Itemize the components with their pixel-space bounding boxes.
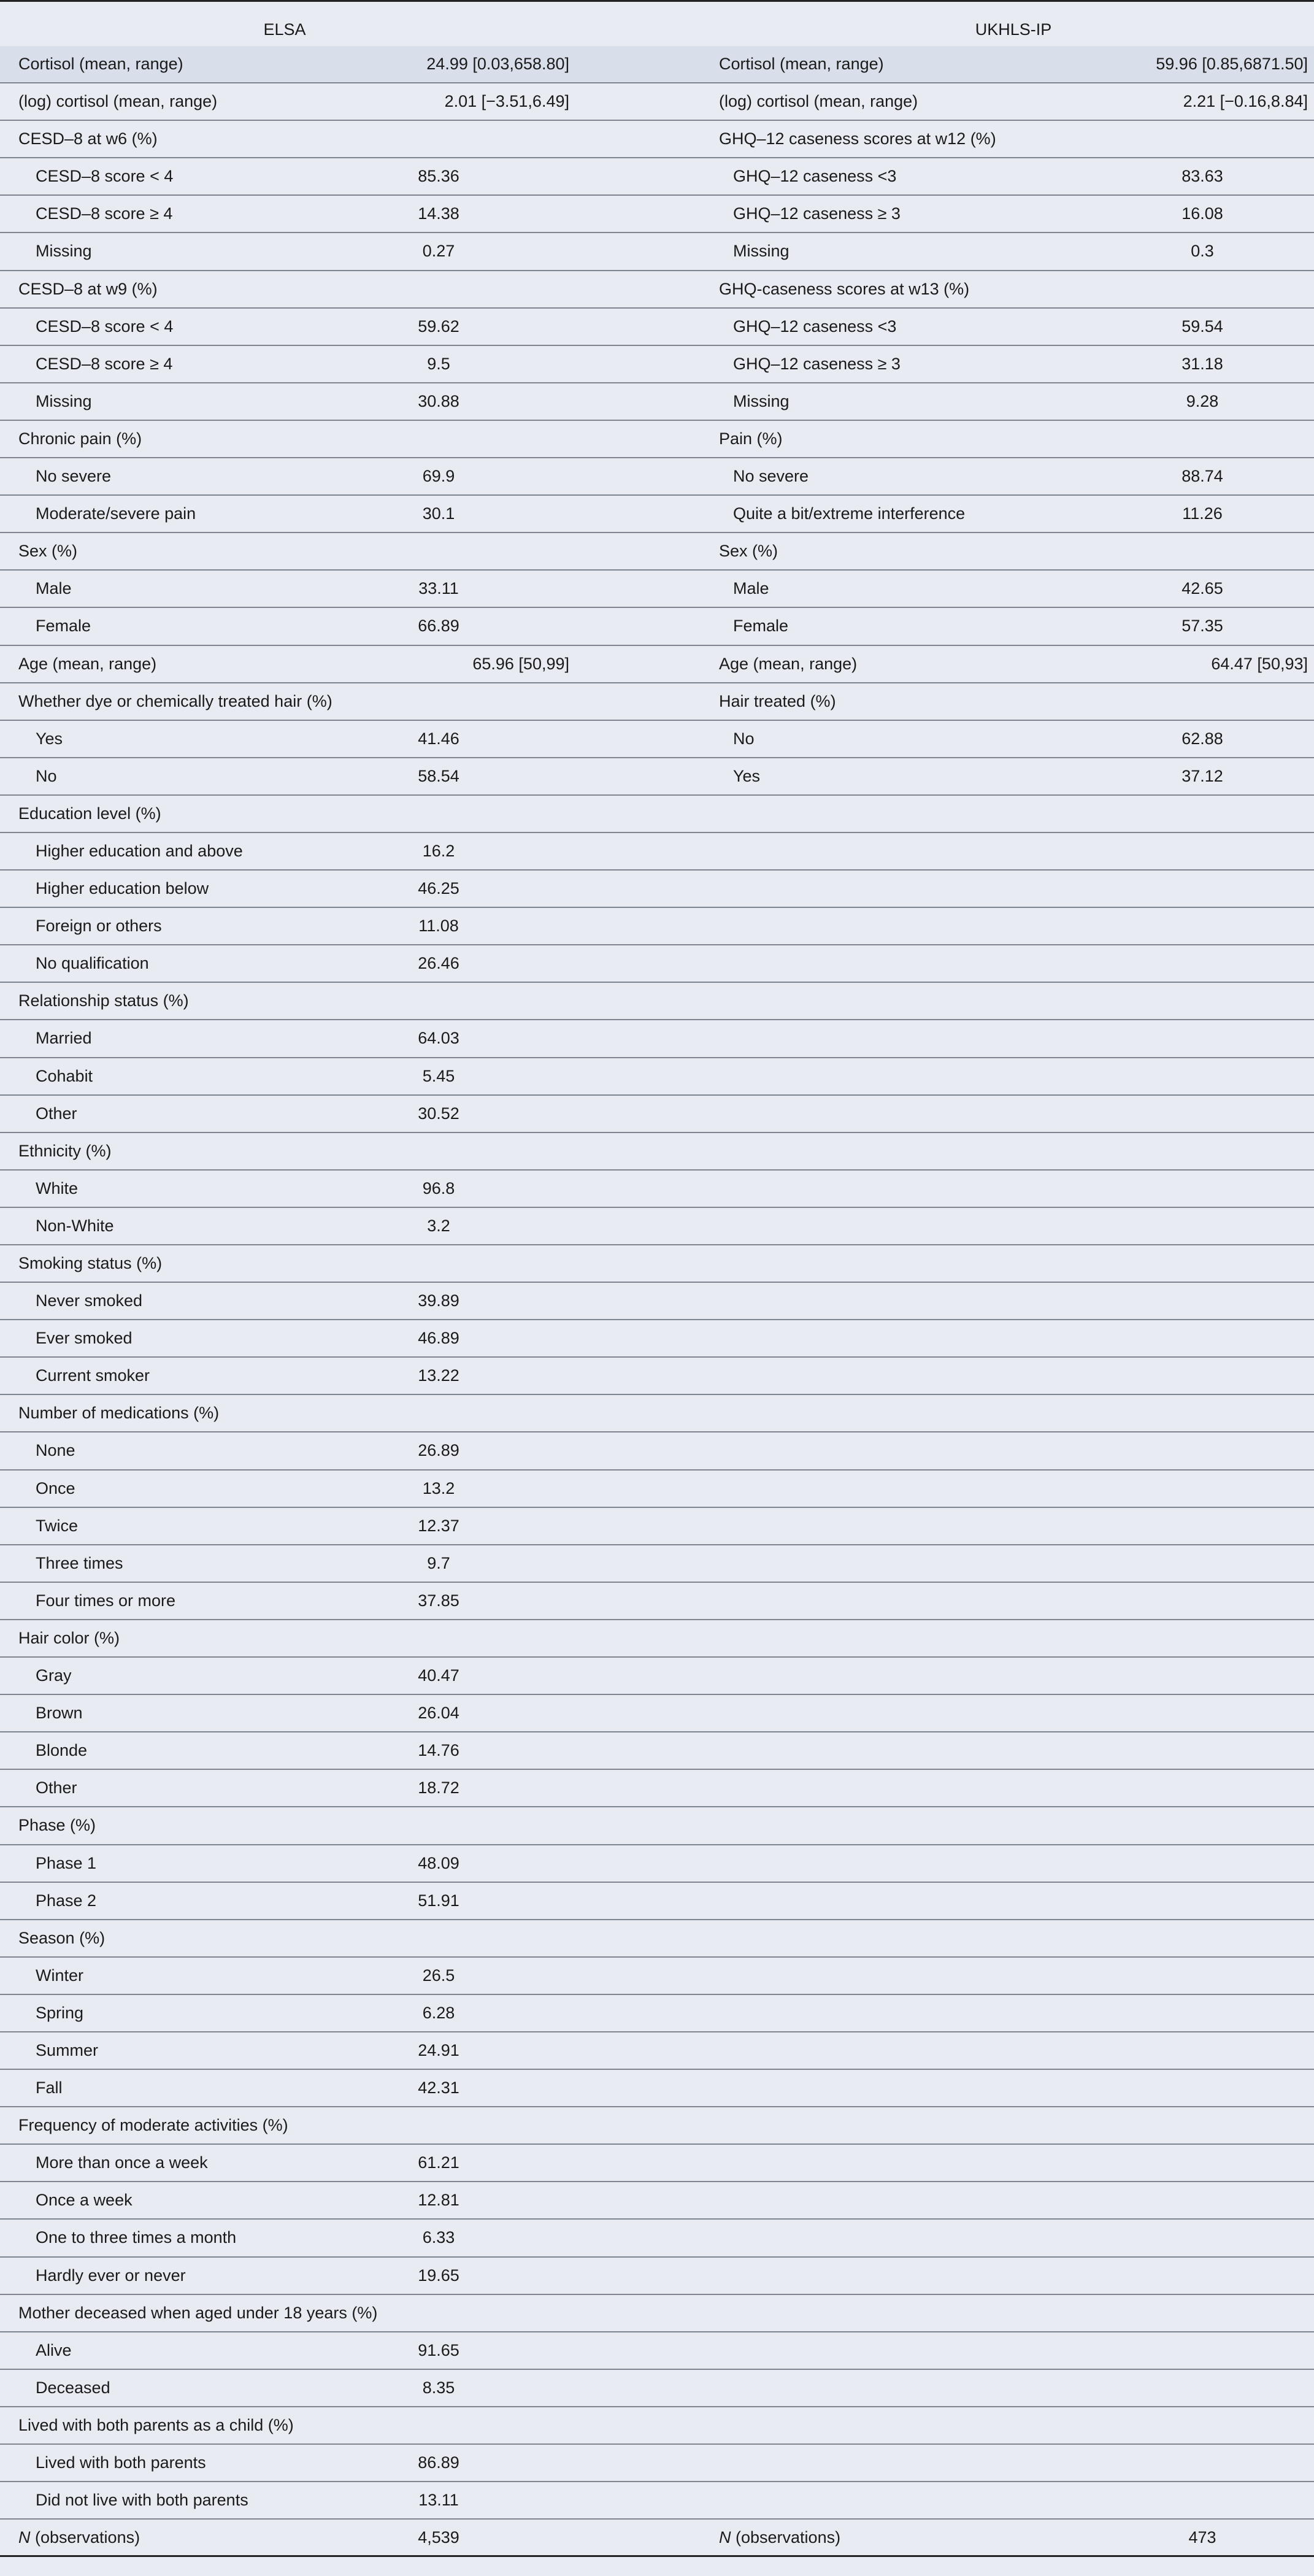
right-label: GHQ-caseness scores at w13 (%) [719, 279, 970, 298]
table-row [0, 1283, 1314, 1320]
table-row [0, 346, 1314, 383]
left-value: 26.46 [418, 954, 459, 973]
left-value: 96.8 [422, 1178, 455, 1198]
right-label: GHQ–12 caseness ≥ 3 [733, 204, 901, 223]
left-value: 16.2 [422, 841, 455, 860]
left-value: 30.1 [422, 504, 455, 523]
table-row [0, 571, 1314, 608]
left-label: Lived with both parents as a child (%) [18, 2415, 294, 2434]
left-value: 0.27 [422, 242, 455, 261]
left-label: More than once a week [36, 2153, 208, 2172]
left-value: 39.89 [418, 1291, 459, 1310]
right-value: 88.74 [1181, 467, 1223, 486]
right-value: 64.47 [50,93] [1211, 654, 1308, 673]
right-n-label: N (observations) [719, 2528, 841, 2547]
left-value: 14.76 [418, 1741, 459, 1760]
left-label: No qualification [36, 954, 149, 973]
table-row [0, 2107, 1314, 2145]
left-label: Cohabit [36, 1066, 93, 1085]
right-label: Age (mean, range) [719, 654, 858, 673]
left-value: 8.35 [422, 2378, 455, 2397]
table-row [0, 796, 1314, 833]
right-value: 0.3 [1191, 242, 1214, 261]
table-row [0, 1171, 1314, 1208]
table-row [0, 1320, 1314, 1358]
left-value: 58.54 [418, 766, 459, 785]
left-label: None [36, 1441, 75, 1460]
right-value: 31.18 [1181, 354, 1223, 373]
left-value: 13.2 [422, 1478, 455, 1498]
left-value: 42.31 [418, 2078, 459, 2097]
left-value: 65.96 [50,99] [472, 654, 569, 673]
column-header-elsa: ELSA [0, 2, 569, 47]
right-value: 83.63 [1181, 167, 1223, 186]
left-label: Spring [36, 2003, 84, 2022]
table-row [0, 2407, 1314, 2445]
left-value: 9.5 [427, 354, 450, 373]
table-row [0, 1471, 1314, 1508]
right-value: 2.21 [−0.16,8.84] [1183, 92, 1308, 111]
left-label: Moderate/severe pain [36, 504, 196, 523]
left-value: 48.09 [418, 1853, 459, 1872]
right-value: 11.26 [1182, 504, 1223, 523]
observations-row [0, 2520, 1314, 2557]
left-n-value: 4,539 [418, 2528, 459, 2547]
left-label: Yes [36, 729, 63, 748]
left-value: 61.21 [418, 2153, 459, 2172]
table-row [0, 2145, 1314, 2182]
table-row [0, 1958, 1314, 1995]
left-value: 3.2 [427, 1216, 450, 1235]
left-label: Summer [36, 2040, 99, 2059]
left-label: Male [36, 579, 72, 598]
right-label: (log) cortisol (mean, range) [719, 92, 918, 111]
left-label: Never smoked [36, 1291, 143, 1310]
left-label: Alive [36, 2340, 72, 2359]
left-label: Phase 1 [36, 1853, 97, 1872]
left-label: Mother deceased when aged under 18 years (%) [18, 2303, 378, 2322]
right-label: GHQ–12 caseness ≥ 3 [733, 354, 901, 373]
left-label: Sex (%) [18, 542, 78, 561]
left-value: 26.04 [418, 1704, 459, 1723]
left-label: Gray [36, 1666, 72, 1685]
left-n-label: N (observations) [18, 2528, 140, 2547]
table-row [0, 83, 1314, 121]
table-row [0, 2032, 1314, 2070]
right-label: Hair treated (%) [719, 691, 836, 710]
table-row [0, 1358, 1314, 1395]
right-value: 59.54 [1181, 317, 1223, 336]
left-label: One to three times a month [36, 2228, 237, 2247]
left-label: Smoking status (%) [18, 1254, 163, 1272]
left-label: Other [36, 1104, 77, 1123]
left-value: 6.33 [422, 2228, 455, 2247]
left-value: 26.5 [422, 1966, 455, 1985]
table-row [0, 2258, 1314, 2295]
table-row [0, 1583, 1314, 1620]
table-row [0, 1995, 1314, 2032]
left-label: Missing [36, 242, 92, 261]
left-value: 30.52 [418, 1104, 459, 1123]
left-label: Fall [36, 2078, 63, 2097]
left-label: Hair color (%) [18, 1628, 120, 1647]
left-value: 12.81 [418, 2191, 459, 2210]
left-label: Education level (%) [18, 804, 161, 823]
left-label: Twice [36, 1516, 79, 1535]
table-row [0, 496, 1314, 533]
left-label: Relationship status (%) [18, 991, 189, 1010]
right-label: Sex (%) [719, 542, 778, 561]
table-row [0, 833, 1314, 871]
table-row [0, 2482, 1314, 2520]
left-label: Higher education below [36, 879, 209, 898]
left-value: 86.89 [418, 2453, 459, 2472]
left-value: 91.65 [418, 2340, 459, 2359]
left-value: 13.11 [418, 2491, 459, 2510]
table-row [0, 1920, 1314, 1958]
left-label: Foreign or others [36, 917, 162, 936]
left-label: Married [36, 1029, 92, 1048]
left-label: CESD–8 score ≥ 4 [36, 354, 173, 373]
table-row [0, 871, 1314, 908]
right-label: Cortisol (mean, range) [719, 55, 884, 73]
right-label: No severe [733, 467, 809, 486]
left-label: Phase 2 [36, 1891, 97, 1910]
right-label: Male [733, 579, 769, 598]
left-value: 40.47 [418, 1666, 459, 1685]
left-label: Cortisol (mean, range) [18, 55, 183, 73]
left-label: Phase (%) [18, 1816, 96, 1835]
right-label: GHQ–12 caseness scores at w12 (%) [719, 129, 996, 148]
left-value: 41.46 [418, 729, 459, 748]
table-row [0, 721, 1314, 758]
right-n-value: 473 [1188, 2528, 1216, 2547]
table-row [0, 309, 1314, 346]
left-label: White [36, 1178, 79, 1198]
table-row [0, 1432, 1314, 1470]
left-label: Brown [36, 1704, 83, 1723]
left-value: 14.38 [418, 204, 459, 223]
left-value: 64.03 [418, 1029, 459, 1048]
left-value: 11.08 [418, 917, 459, 936]
table-row [0, 533, 1314, 571]
left-label: Higher education and above [36, 841, 243, 860]
table-row [0, 1845, 1314, 1883]
table-row [0, 983, 1314, 1020]
left-value: 37.85 [418, 1591, 459, 1610]
table-row [0, 458, 1314, 496]
right-value: 59.96 [0.85,6871.50] [1156, 55, 1308, 73]
left-value: 66.89 [418, 617, 459, 636]
left-value: 13.22 [418, 1366, 459, 1385]
left-label: Three times [36, 1553, 123, 1572]
left-value: 12.37 [418, 1516, 459, 1535]
table-row [0, 2182, 1314, 2220]
left-label: Missing [36, 391, 92, 410]
left-label: Did not live with both parents [36, 2491, 248, 2510]
left-label: Blonde [36, 1741, 88, 1760]
left-value: 9.7 [427, 1553, 450, 1572]
left-label: No [36, 766, 57, 785]
table-row [0, 1658, 1314, 1695]
left-value: 24.99 [0.03,658.80] [426, 55, 569, 73]
left-label: Whether dye or chemically treated hair (%) [18, 691, 332, 710]
left-value: 26.89 [418, 1441, 459, 1460]
left-label: Once [36, 1478, 75, 1498]
right-value: 16.08 [1181, 204, 1223, 223]
table-row [0, 683, 1314, 721]
left-value: 30.88 [418, 391, 459, 410]
left-value: 46.89 [418, 1329, 459, 1348]
left-label: CESD–8 score < 4 [36, 167, 174, 186]
table-row [0, 158, 1314, 196]
table-row [0, 1695, 1314, 1732]
left-label: (log) cortisol (mean, range) [18, 92, 218, 111]
right-value: 37.12 [1181, 766, 1223, 785]
left-label: Lived with both parents [36, 2453, 206, 2472]
left-label: Chronic pain (%) [18, 429, 142, 448]
right-label: Yes [733, 766, 761, 785]
table-row [0, 383, 1314, 421]
table-row [0, 1133, 1314, 1171]
table-row [0, 1096, 1314, 1133]
right-value: 62.88 [1181, 729, 1223, 748]
right-label: Female [733, 617, 789, 636]
left-label: CESD–8 score ≥ 4 [36, 204, 173, 223]
right-value: 9.28 [1186, 391, 1219, 410]
left-value: 51.91 [418, 1891, 459, 1910]
table-row [0, 2070, 1314, 2107]
table-row [0, 233, 1314, 271]
left-label: No severe [36, 467, 112, 486]
column-header-ukhls: UKHLS-IP [713, 2, 1314, 47]
table-row [0, 1807, 1314, 1845]
table-row [0, 421, 1314, 458]
table-row [0, 121, 1314, 158]
right-label: Missing [733, 242, 790, 261]
table-row [0, 758, 1314, 796]
right-label: GHQ–12 caseness <3 [733, 317, 897, 336]
left-label: CESD–8 score < 4 [36, 317, 174, 336]
left-label: Deceased [36, 2378, 110, 2397]
table-row [0, 2332, 1314, 2370]
table-row [0, 1208, 1314, 1245]
left-label: Season (%) [18, 1928, 106, 1947]
left-label: Once a week [36, 2191, 133, 2210]
left-value: 69.9 [422, 467, 455, 486]
table-row [0, 2220, 1314, 2257]
table-row [0, 1508, 1314, 1545]
left-value: 6.28 [422, 2003, 455, 2022]
left-value: 2.01 [−3.51,6.49] [444, 92, 569, 111]
left-value: 18.72 [418, 1778, 459, 1797]
table-row [0, 1020, 1314, 1058]
left-label: Other [36, 1778, 77, 1797]
left-value: 85.36 [418, 167, 459, 186]
table-row [0, 2295, 1314, 2332]
left-value: 46.25 [418, 879, 459, 898]
table-row [0, 1732, 1314, 1770]
left-label: Non-White [36, 1216, 114, 1235]
left-label: Ever smoked [36, 1329, 133, 1348]
left-label: Ethnicity (%) [18, 1141, 112, 1160]
table-row [0, 1395, 1314, 1432]
table-row [0, 196, 1314, 233]
table-row [0, 46, 1314, 83]
table-row [0, 945, 1314, 983]
left-label: Hardly ever or never [36, 2266, 186, 2285]
table-row [0, 1245, 1314, 1283]
table-row [0, 608, 1314, 645]
left-label: Current smoker [36, 1366, 150, 1385]
right-label: Quite a bit/extreme interference [733, 504, 966, 523]
table-row [0, 908, 1314, 945]
right-label: Pain (%) [719, 429, 783, 448]
table-row [0, 1058, 1314, 1096]
left-value: 19.65 [418, 2266, 459, 2285]
right-value: 42.65 [1181, 579, 1223, 598]
left-label: CESD–8 at w9 (%) [18, 279, 158, 298]
right-label: No [733, 729, 755, 748]
right-label: Missing [733, 391, 790, 410]
left-value: 5.45 [422, 1066, 455, 1085]
left-label: Winter [36, 1966, 84, 1985]
left-label: CESD–8 at w6 (%) [18, 129, 158, 148]
left-label: Four times or more [36, 1591, 176, 1610]
table-row [0, 1883, 1314, 1920]
table-row [0, 646, 1314, 683]
table-row [0, 1620, 1314, 1658]
table-body [0, 46, 1314, 2520]
table-header [0, 2, 1314, 46]
left-label: Age (mean, range) [18, 654, 157, 673]
left-label: Frequency of moderate activities (%) [18, 2116, 288, 2135]
left-value: 33.11 [418, 579, 459, 598]
table-row [0, 2370, 1314, 2407]
left-value: 59.62 [418, 317, 459, 336]
left-value: 24.91 [418, 2040, 459, 2059]
table-row [0, 1770, 1314, 1807]
right-label: GHQ–12 caseness <3 [733, 167, 897, 186]
table-row [0, 271, 1314, 309]
left-label: Number of medications (%) [18, 1404, 220, 1423]
table-row [0, 2445, 1314, 2482]
right-value: 57.35 [1181, 617, 1223, 636]
table-row [0, 1545, 1314, 1583]
left-label: Female [36, 617, 91, 636]
